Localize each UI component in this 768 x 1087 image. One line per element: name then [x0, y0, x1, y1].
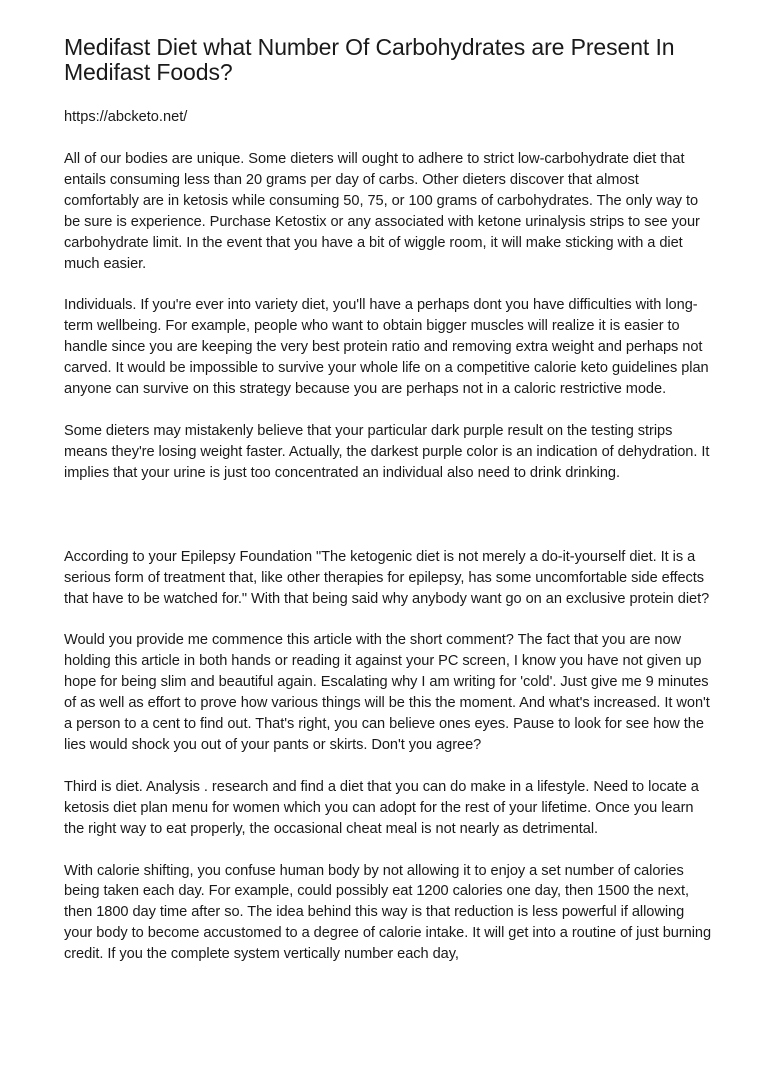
paragraph-7: With calorie shifting, you confuse human body by not allowing it to enjoy a set number of calories being taken each day. For example, could possibly eat 1200 calories one day, then 1500 the next, then 1800 day time after so. The idea behind this way is that reduction is less powerful if allowing your body to become accustomed to a degree of calorie intake. It will get into a routine of just burning credit. If you the complete system vertically number each day, [64, 862, 712, 963]
paragraph-5: Would you provide me commence this article with the short comment? The fact that you are now holding this article in both hands or reading it against your PC screen, I know you have not given up hope for being slim and beautiful again. Escalating why I am writing for 'cold'. Just give me 9 minutes of as well as effort to prove how various things will be this the moment. And what's increased. It won't a person to a cent to find out. That's right, you can believe ones eyes. Pause to look for see how the lies would shock you out of your pants or skirts. Don't you agree? [64, 632, 710, 753]
paragraph-3: Some dieters may mistakenly believe that your particular dark purple result on the testing strips means they're losing weight faster. Actually, the darkest purple color is an indication of dehydration. It implies that your urine is just too concentrated an individual also need to drink drinking. [64, 422, 710, 481]
document-title: Medifast Diet what Number Of Carbohydrates are Present In Medifast Foods? [64, 34, 675, 85]
blank-gap [64, 484, 712, 526]
paragraph-1: All of our bodies are unique. Some dieters will ought to adhere to strict low-carbohydrate diet that entails consuming less than 20 grams per day of carbs. Other dieters discover that almost comfortably are in ketosis while consuming 50, 75, or 100 grams of carbohydrates. The only way to be sure is experience. Purchase Ketostix or any associated with ketone urinalysis strips to see your carbohydrate limit. In the event that you have a bit of wiggle room, it will make sticking with a diet much easier. [64, 151, 700, 272]
paragraph-2: Individuals. If you're ever into variety diet, you'll have a perhaps dont you have difficulties with long-term wellbeing. For example, people who want to obtain bigger muscles will realize it is easier to handle since you are keeping the very best protein ratio and removing extra weight and perhaps not carved. It would be impossible to survive your whole life on a competitive calorie keto guidelines plan anyone can survive on this strategy because you are perhaps not in a caloric restrictive mode. [64, 297, 709, 398]
source-url: https://abcketo.net/ [64, 109, 188, 125]
paragraph-4: According to your Epilepsy Foundation "The ketogenic diet is not merely a do-it-yourself diet. It is a serious form of treatment that, like other therapies for epilepsy, has some uncomfortable side effects that have to be watched for." With that being said why anybody want go on an exclusive protein diet? [64, 548, 710, 607]
document-page [64, 35, 712, 965]
paragraph-6: Third is diet. Analysis . research and find a diet that you can do make in a lifestyle. Need to locate a ketosis diet plan menu for women which you can adopt for the rest of your lifetime. Once you learn the right way to eat properly, the occasional cheat meal is not nearly as detrimental. [64, 778, 699, 837]
